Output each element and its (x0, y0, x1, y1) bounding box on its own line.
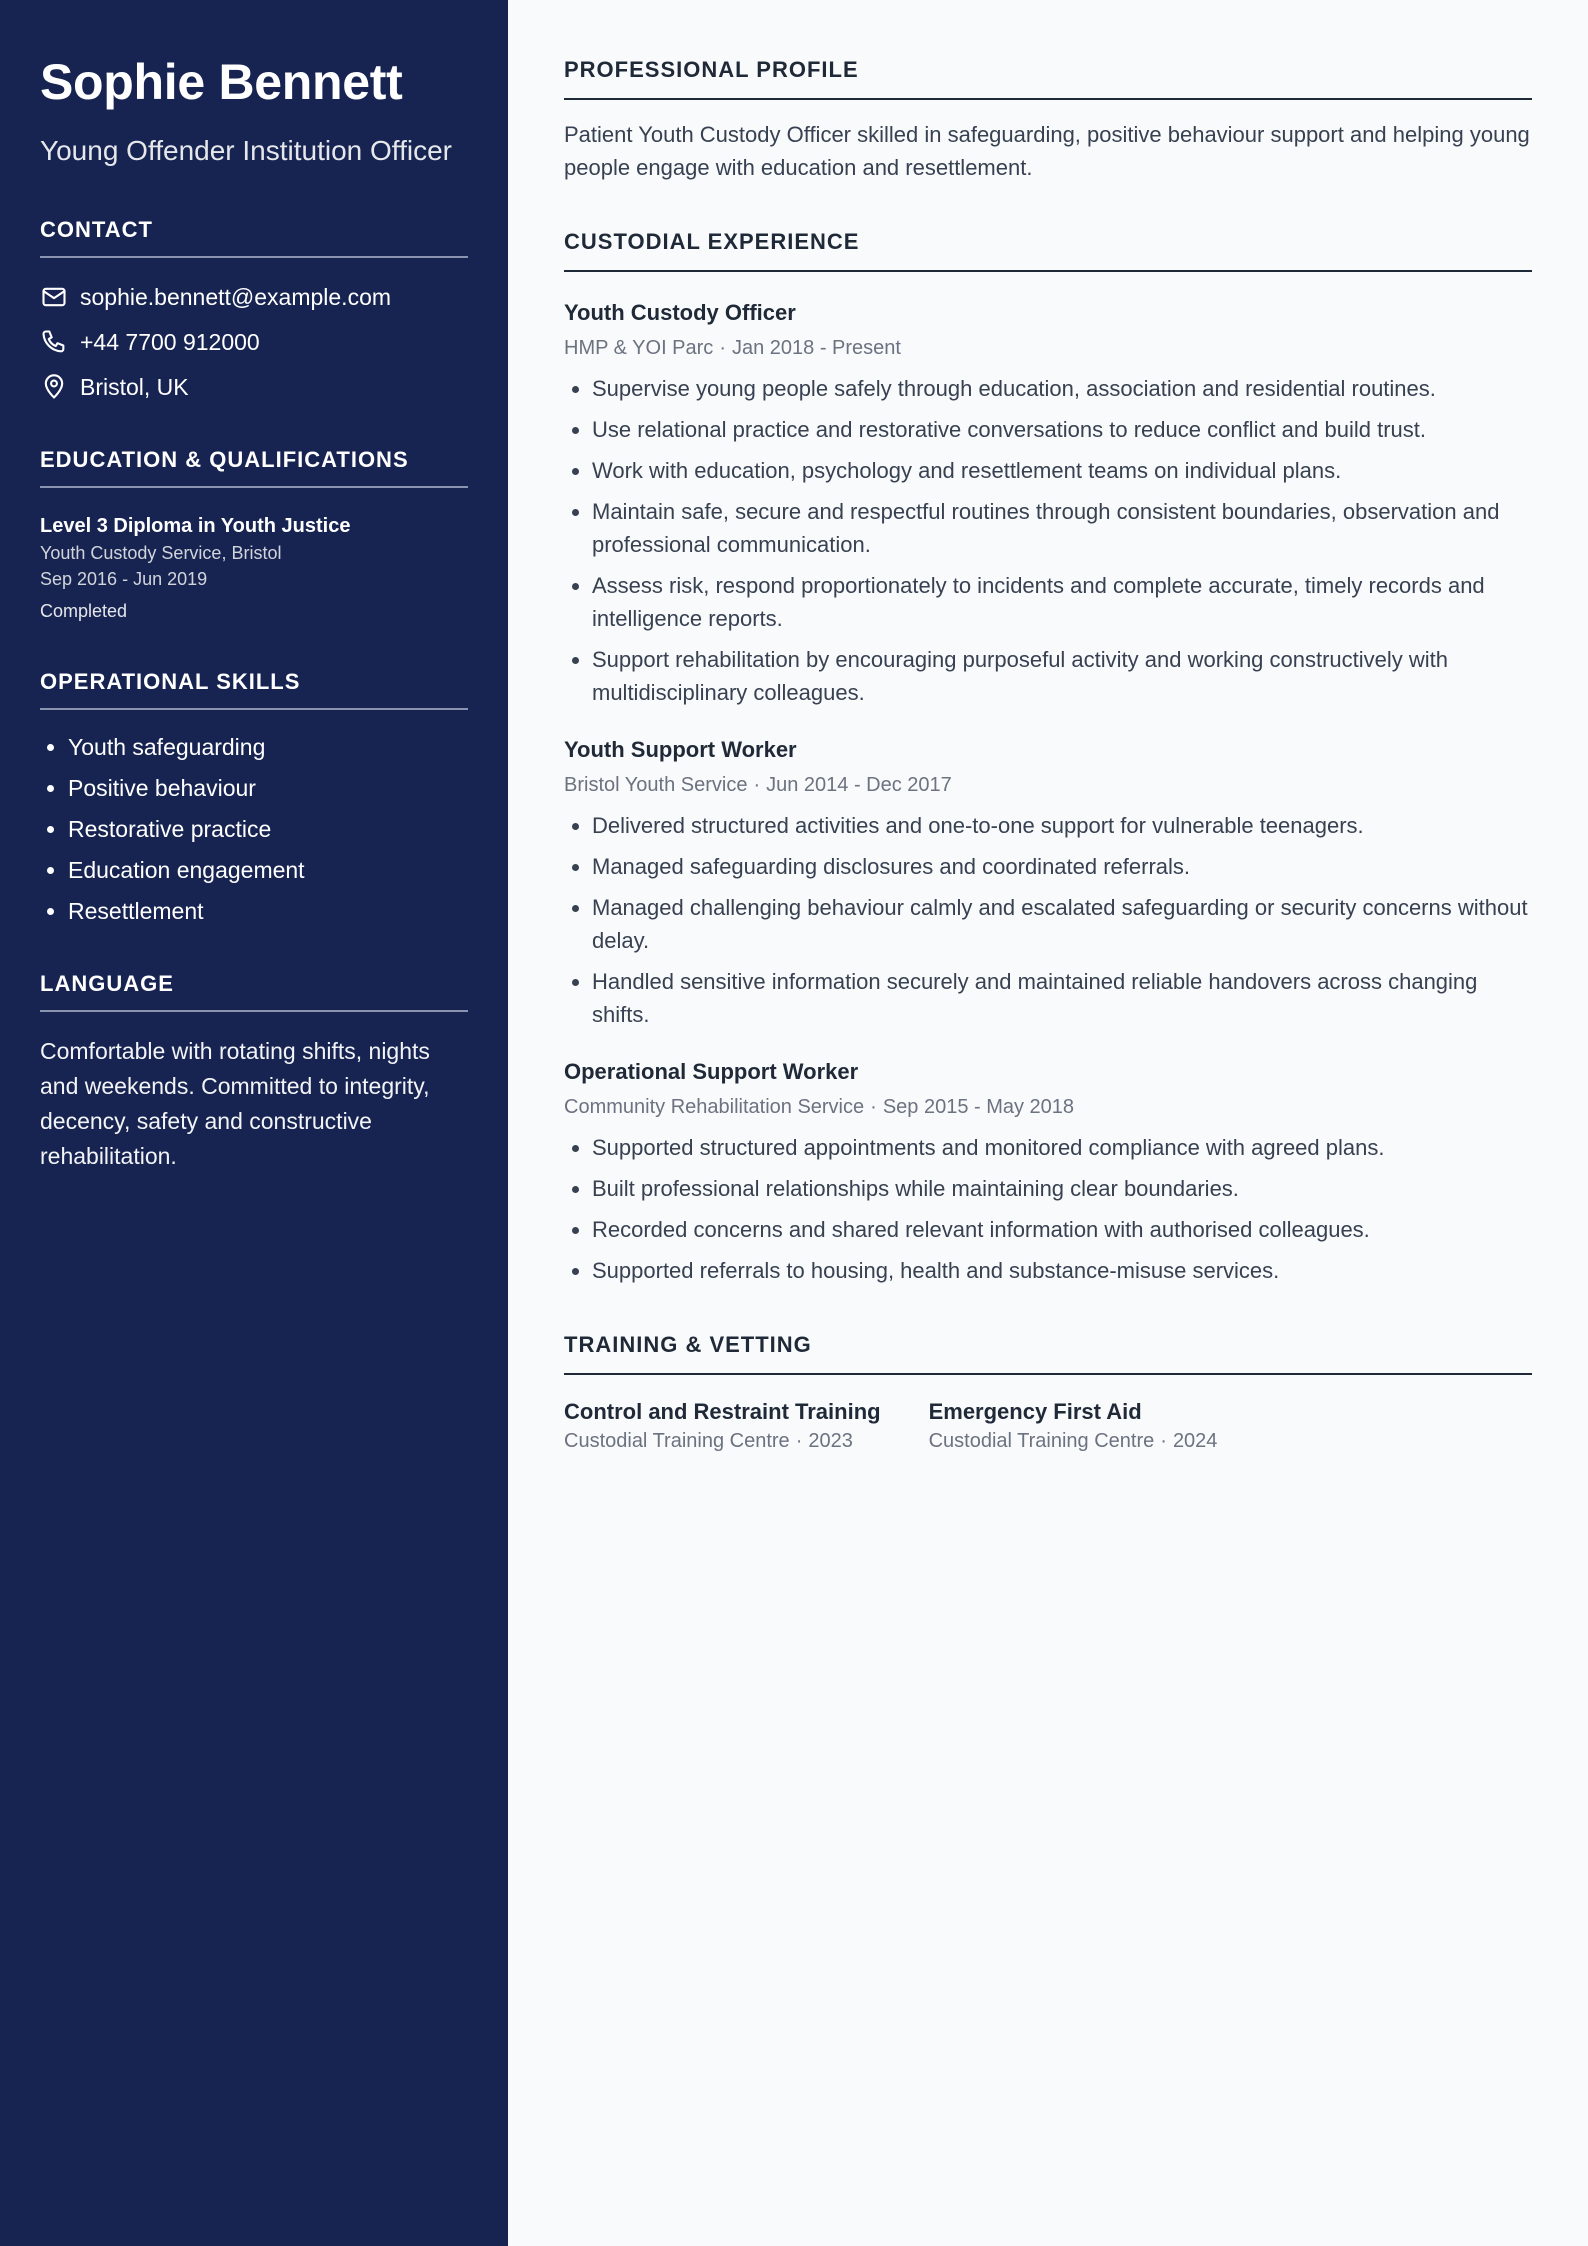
education-institution: Youth Custody Service, Bristol (40, 543, 282, 563)
skill-item: • Positive behaviour (68, 773, 468, 803)
job-dates: Sep 2015 - May 2018 (882, 1096, 1075, 1118)
training-meta (564, 1427, 881, 1455)
language-text: Comfortable with rotating shifts, nights and weekends. Committed to integrity, decency, safety and constructive rehabilitation. (40, 1038, 430, 1169)
meta-separator: · (753, 774, 761, 796)
contact-email[interactable] (40, 282, 468, 312)
job-org: HMP & YOI Parc (564, 337, 714, 359)
job-bullet: • Supported structured appointments and monitored compliance with agreed plans. (592, 1131, 1532, 1164)
training-meta (929, 1427, 1218, 1455)
training-org: Custodial Training Centre (928, 1430, 1155, 1452)
job-dates: Jun 2014 - Dec 2017 (766, 774, 952, 796)
job-bullet: • Managed challenging behaviour calmly and escalated safeguarding or security concerns without delay. (592, 891, 1532, 957)
profile-heading: PROFESSIONAL PROFILE (564, 56, 1532, 100)
training-list (564, 1397, 1532, 1455)
job-bullet: • Use relational practice and restorative conversations to reduce conflict and build trust. (592, 413, 1532, 446)
job-meta (564, 771, 1532, 799)
skill-item: • Restorative practice (68, 814, 468, 844)
job-title: Operational Support Worker (564, 1059, 859, 1084)
mail-icon (40, 283, 68, 311)
contact-list (40, 282, 468, 402)
job-bullet: • Built professional relationships while maintaining clear boundaries. (592, 1172, 1532, 1205)
education-title: Level 3 Diploma in Youth Justice (40, 515, 351, 537)
person-headline: Young Offender Institution Officer (40, 135, 452, 166)
language-heading: LANGUAGE (40, 970, 468, 1012)
training-section (564, 1331, 1532, 1455)
job-entry (564, 735, 1532, 1031)
job-bullet: • Supported referrals to housing, health and substance-misuse services. (592, 1254, 1532, 1287)
job-bullet: • Maintain safe, secure and respectful routines through consistent boundaries, observation and professional communication. (592, 495, 1532, 561)
contact-heading: CONTACT (40, 216, 468, 258)
job-org: Bristol Youth Service (564, 774, 748, 796)
skills-section (40, 668, 468, 926)
job-org: Community Rehabilitation Service (564, 1096, 865, 1118)
meta-separator: · (1160, 1430, 1167, 1452)
meta-separator: · (719, 337, 726, 359)
job-dates: Jan 2018 - Present (731, 337, 901, 359)
job-meta (564, 1093, 1532, 1121)
contact-location (40, 372, 468, 402)
experience-section (564, 228, 1532, 1287)
language-section (40, 970, 468, 1174)
location-pin-icon (40, 373, 68, 401)
job-title: Youth Support Worker (564, 737, 797, 762)
sidebar (0, 0, 508, 2246)
job-bullet: • Supervise young people safely through education, association and residential routines. (592, 372, 1532, 405)
experience-heading: CUSTODIAL EXPERIENCE (564, 228, 1532, 272)
job-bullet: • Recorded concerns and shared relevant information with authorised colleagues. (592, 1213, 1532, 1246)
job-bullet: • Support rehabilitation by encouraging purposeful activity and working constructively with multidisciplinary colleagues. (592, 643, 1532, 709)
contact-phone[interactable] (40, 327, 468, 357)
profile-section (564, 56, 1532, 184)
main-content (508, 0, 1588, 2246)
job-bullets (564, 372, 1532, 709)
job-bullet: • Managed safeguarding disclosures and coordinated referrals. (592, 850, 1532, 883)
training-item (929, 1397, 1218, 1455)
training-item (564, 1397, 881, 1455)
skill-item: • Resettlement (68, 896, 468, 926)
education-status: Completed (40, 601, 128, 621)
skills-list (40, 732, 468, 926)
meta-separator: · (795, 1430, 803, 1452)
job-entry (564, 1057, 1532, 1287)
job-bullet: • Handled sensitive information securely and maintained reliable handovers across changing shifts. (592, 965, 1532, 1031)
skill-item: • Education engagement (68, 855, 468, 885)
job-title: Youth Custody Officer (564, 300, 796, 325)
job-bullet: • Work with education, psychology and resettlement teams on individual plans. (592, 454, 1532, 487)
training-title: Control and Restraint Training (564, 1399, 881, 1424)
education-section (40, 446, 468, 624)
training-year: 2024 (1172, 1430, 1218, 1452)
job-bullet: • Assess risk, respond proportionately to incidents and complete accurate, timely records and intelligence reports. (592, 569, 1532, 635)
job-entry (564, 298, 1532, 709)
training-heading: TRAINING & VETTING (564, 1331, 1532, 1375)
training-year: 2023 (808, 1430, 853, 1452)
job-bullets (564, 809, 1532, 1031)
profile-text: Patient Youth Custody Officer skilled in safeguarding, positive behaviour support and helping young people engage with education and resettlement. (564, 122, 1530, 180)
education-heading: EDUCATION & QUALIFICATIONS (40, 446, 468, 488)
skills-heading: OPERATIONAL SKILLS (40, 668, 468, 710)
meta-separator: · (870, 1096, 877, 1118)
job-bullet: • Delivered structured activities and one-to-one support for vulnerable teenagers. (592, 809, 1532, 842)
training-org: Custodial Training Centre (564, 1430, 790, 1452)
education-dates: Sep 2016 - Jun 2019 (40, 569, 208, 589)
contact-section (40, 216, 468, 402)
job-meta (564, 334, 1532, 362)
skill-item: • Youth safeguarding (68, 732, 468, 762)
person-name: Sophie Bennett (40, 54, 403, 110)
contact-email-text: sophie.bennett@example.com (80, 284, 392, 310)
job-bullets (564, 1131, 1532, 1287)
contact-location-text: Bristol, UK (80, 374, 189, 400)
training-title: Emergency First Aid (928, 1399, 1142, 1424)
phone-icon (40, 328, 68, 356)
contact-phone-text: +44 7700 912000 (80, 329, 260, 355)
